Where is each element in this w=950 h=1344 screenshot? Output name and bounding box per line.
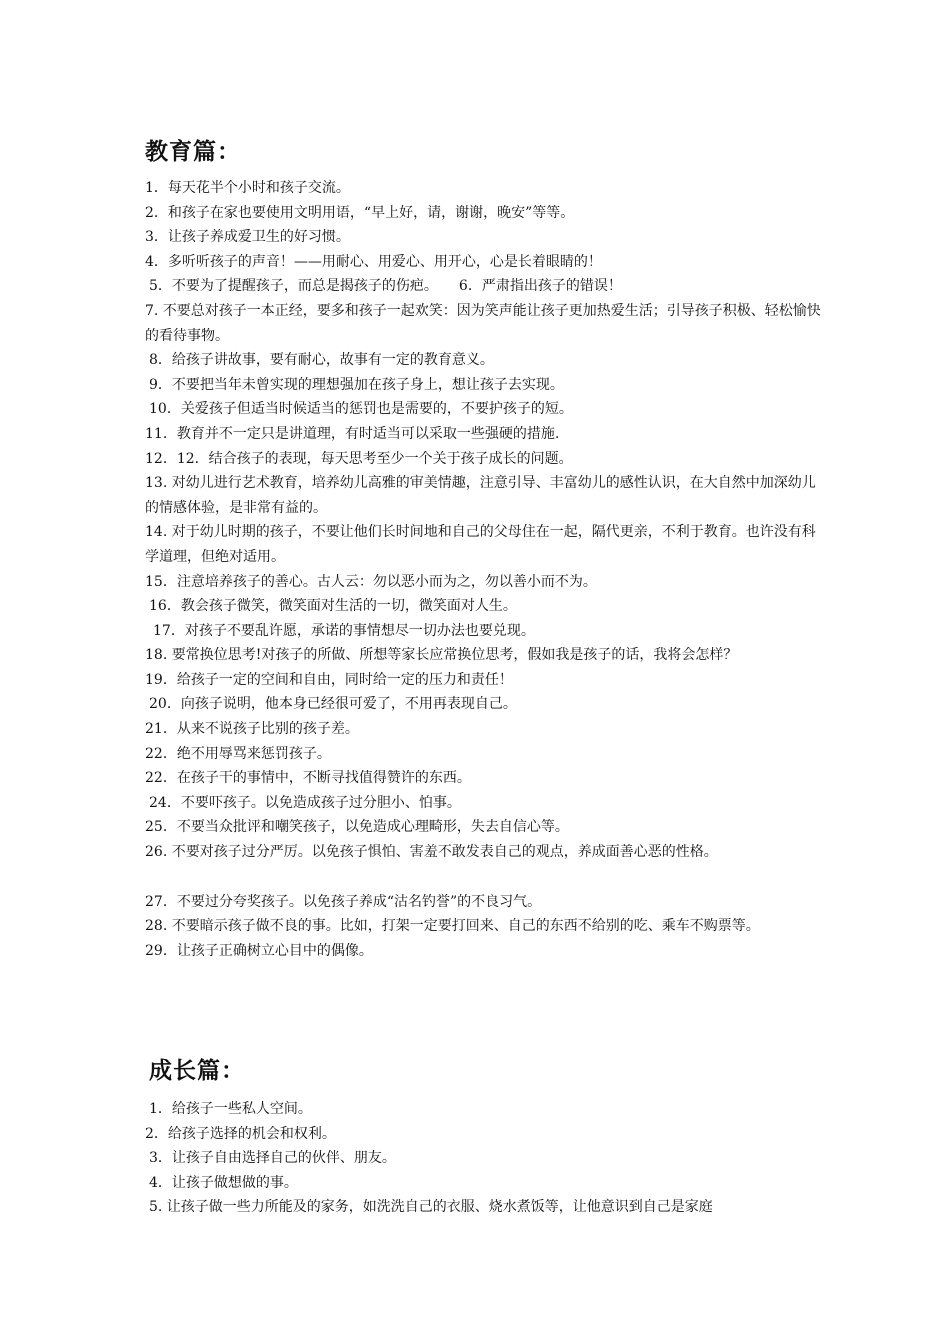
growth-list [145, 1097, 825, 1220]
list-item: 14. 对于幼儿时期的孩子，不要让他们长时间地和自己的父母住在一起，隔代更亲，不利于教育。也许没有科学道理，但绝对适用。 [145, 524, 816, 565]
list-item: 10．关爱孩子但适当时候适当的惩罚也是需要的，不要护孩子的短。 [149, 401, 573, 418]
list-item: 16．教会孩子微笑，微笑面对生活的一切，微笑面对人生。 [149, 598, 517, 615]
education-list [145, 176, 825, 963]
list-item: 3．让孩子养成爱卫生的好习惯。 [145, 229, 350, 246]
list-item: 2．给孩子选择的机会和权利。 [145, 1125, 336, 1142]
list-item: 28. 不要暗示孩子做不良的事。比如，打架一定要打回来、自己的东西不给别的吃、乘车不购票等。 [145, 918, 760, 935]
list-item: 5．不要为了提醒孩子，而总是揭孩子的伤疤。 6．严肃指出孩子的错误！ [149, 278, 622, 295]
list-item: 22．在孩子干的事情中，不断寻找值得赞许的东西。 [145, 770, 471, 787]
list-item: 17．对孩子不要乱许愿，承诺的事情想尽一切办法也要兑现。 [153, 622, 535, 639]
list-item: 8．给孩子讲故事，要有耐心，故事有一定的教育意义。 [149, 352, 494, 369]
list-item: 2．和孩子在家也要使用文明用语，“早上好，请，谢谢，晚安”等等。 [145, 204, 575, 221]
list-item: 7. 不要总对孩子一本正经，要多和孩子一起欢笑：因为笑声能让孩子更加热爱生活；引导孩子积极、轻松愉快的看待事物。 [145, 302, 821, 344]
list-item: 21．从来不说孩子比别的孩子差。 [145, 721, 359, 738]
list-item: 9．不要把当年未曾实现的理想强加在孩子身上，想让孩子去实现。 [149, 376, 564, 393]
list-item: 3．让孩子自由选择自己的伙伴、朋友。 [149, 1150, 396, 1167]
list-item: 27．不要过分夸奖孩子。以免孩子养成“沽名钓誉”的不良习气。 [145, 893, 542, 910]
list-item: 4．让孩子做想做的事。 [149, 1174, 298, 1191]
list-item: 5. 让孩子做一些力所能及的家务，如洗洗自己的衣服、烧水煮饭等，让他意识到自己是家庭 [149, 1199, 713, 1216]
list-item: 20．向孩子说明，他本身已经很可爱了，不用再表现自己。 [149, 696, 517, 713]
list-item: 1．给孩子一些私人空间。 [149, 1101, 312, 1117]
list-item: 12．12．结合孩子的表现，每天思考至少一个关于孩子成长的问题。 [145, 450, 573, 467]
education-heading: 教育篇： [145, 138, 241, 165]
list-item: 29．让孩子正确树立心目中的偶像。 [145, 942, 373, 959]
list-item: 18. 要常换位思考!对孩子的所做、所想等家长应常换位思考，假如我是孩子的话，我将会怎样？ [145, 647, 738, 664]
list-item: 19．给孩子一定的空间和自由，同时给一定的压力和责任！ [145, 671, 513, 688]
list-item: 26. 不要对孩子过分严厉。以免孩子惧怕、害羞不敢发表自己的观点，养成面善心恶的性格。 [145, 844, 718, 861]
list-item: 25．不要当众批评和嘲笑孩子，以免造成心理畸形，失去自信心等。 [145, 819, 569, 836]
list-item: 1．每天花半个小时和孩子交流。 [145, 180, 350, 196]
list-item: 24．不要吓孩子。以免造成孩子过分胆小、怕事。 [149, 794, 461, 811]
list-item: 22．绝不用辱骂来惩罚孩子。 [145, 745, 331, 762]
list-item: 11．教育并不一定只是讲道理，有时适当可以采取一些强硬的措施. [145, 425, 560, 442]
list-item: 13. 对幼儿进行艺术教育，培养幼儿高雅的审美情趣，注意引导、丰富幼儿的感性认识，在大自然中加深幼儿的情感体验，是非常有益的。 [145, 475, 816, 516]
growth-heading: 成长篇： [149, 1057, 245, 1084]
list-item: 15．注意培养孩子的善心。古人云：勿以恶小而为之，勿以善小而不为。 [145, 573, 597, 590]
list-item: 4．多听听孩子的声音！——用耐心、用爱心、用开心，心是长着眼睛的！ [145, 253, 602, 270]
